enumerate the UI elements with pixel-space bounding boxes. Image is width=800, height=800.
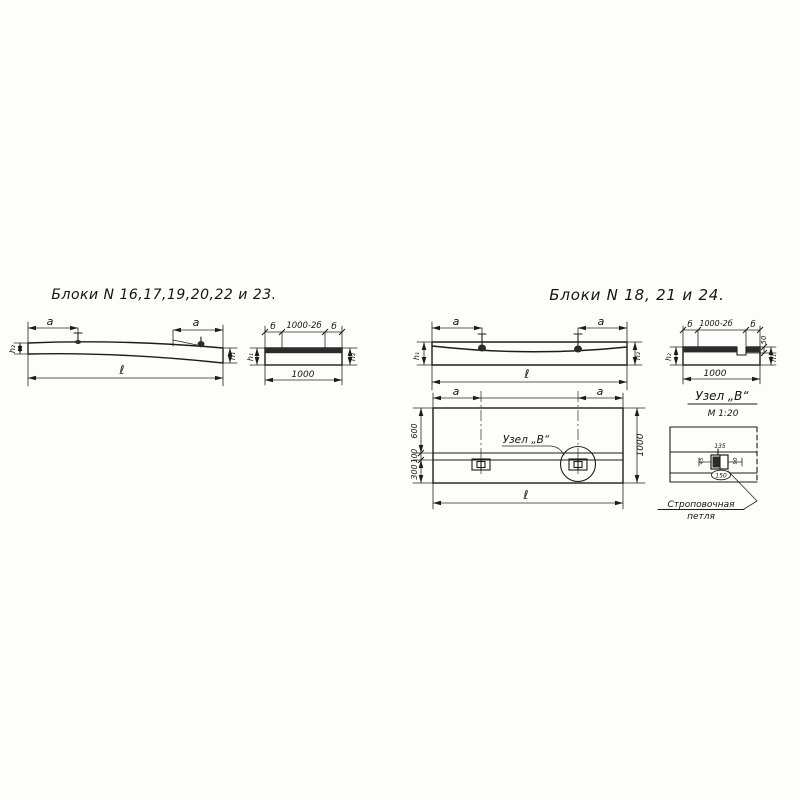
title-left-blocks: Блоки N 16,17,19,20,22 и 23. bbox=[51, 287, 277, 303]
node-reference-callout bbox=[502, 434, 564, 455]
dim-label-a: a bbox=[452, 315, 460, 328]
dim-label-b: б bbox=[270, 322, 276, 332]
dim-label-1000-2b: 1000-2б bbox=[286, 321, 322, 331]
dim-label-b: б bbox=[331, 322, 337, 332]
dim-label-90: 90 bbox=[733, 457, 739, 465]
dim-label-1000: 1000 bbox=[636, 433, 646, 457]
lifting-loop-callout bbox=[658, 471, 757, 522]
node-B-detail bbox=[658, 389, 757, 522]
dim-label-1000: 1000 bbox=[291, 370, 315, 380]
dim-label-h1: h₁ bbox=[412, 351, 421, 361]
plan-view bbox=[410, 385, 646, 509]
dim-label-length: ℓ bbox=[524, 367, 530, 381]
dim-label-300: 300 bbox=[410, 464, 419, 480]
dim-label-45: 45 bbox=[699, 457, 705, 465]
dim-label-a: a bbox=[596, 385, 604, 398]
dim-label-h2: h₂ bbox=[348, 352, 357, 362]
right-cross-section bbox=[664, 319, 778, 384]
dim-label-50: 50 bbox=[760, 335, 768, 345]
node-detail-title: Узел „В“ bbox=[695, 389, 749, 403]
extension-lines bbox=[417, 322, 642, 390]
dim-label-length: ℓ bbox=[119, 363, 125, 377]
node-ref-label: Узел „В“ bbox=[502, 434, 550, 446]
loop-notch bbox=[737, 346, 746, 355]
dim-label-b: б bbox=[750, 320, 756, 330]
dim-label-h2: h₂ bbox=[664, 353, 673, 361]
dim-label-b: б bbox=[687, 320, 693, 330]
callout-label-line2: петля bbox=[687, 512, 715, 522]
dim-label-h1: h₁ bbox=[769, 354, 778, 362]
left-elevation-view bbox=[8, 315, 237, 386]
dim-label-a: a bbox=[46, 315, 54, 328]
beam-outline bbox=[432, 342, 627, 365]
dim-label-150: 150 bbox=[715, 472, 727, 480]
dim-label-h1: h₁ bbox=[228, 351, 237, 361]
dim-label-100: 100 bbox=[410, 448, 419, 464]
dim-label-1000-2b: 1000-2б bbox=[699, 319, 733, 328]
right-elevation-view bbox=[412, 315, 642, 390]
dim-label-135: 135 bbox=[714, 443, 726, 450]
beam-outline bbox=[28, 342, 223, 363]
lifting-loop-icon bbox=[478, 334, 486, 352]
left-cross-section bbox=[246, 321, 357, 385]
section-top-slab-hatch bbox=[266, 349, 342, 354]
lifting-loop-icon bbox=[574, 334, 582, 353]
dim-label-length: ℓ bbox=[523, 488, 529, 502]
dim-label-a: a bbox=[597, 315, 605, 328]
dim-label-a: a bbox=[452, 385, 460, 398]
dim-label-h2: h₂ bbox=[8, 344, 17, 354]
dim-label-h2: h₂ bbox=[633, 351, 642, 361]
lifting-loop-icon bbox=[74, 333, 82, 344]
dim-label-1000: 1000 bbox=[703, 369, 727, 379]
extension-lines bbox=[413, 393, 645, 509]
lifting-loop-plan-icon bbox=[569, 459, 587, 470]
dim-label-600: 600 bbox=[410, 423, 419, 439]
node-detail-scale: М 1:20 bbox=[707, 409, 739, 419]
callout-leader bbox=[502, 446, 564, 455]
dim-label-h1: h₁ bbox=[246, 352, 255, 362]
lifting-loop-plan-icon bbox=[472, 459, 490, 470]
section-top-slab-hatch bbox=[684, 348, 760, 353]
title-right-blocks: Блоки N 18, 21 и 24. bbox=[549, 286, 725, 304]
callout-label-line1: Строповочная bbox=[667, 500, 735, 510]
dim-label-a: a bbox=[192, 316, 200, 329]
